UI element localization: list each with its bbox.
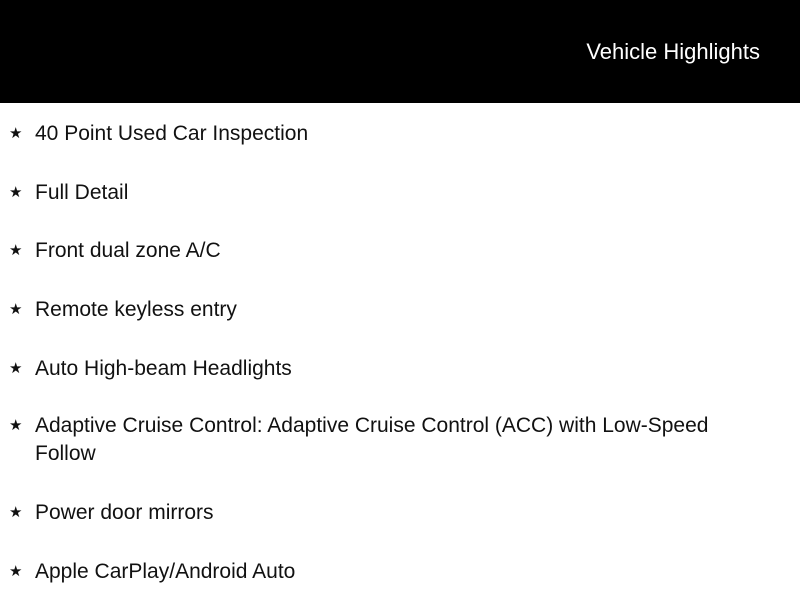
highlights-header bbox=[0, 0, 800, 103]
highlight-label: Front dual zone A/C bbox=[35, 239, 221, 262]
highlight-label: Full Detail bbox=[35, 181, 129, 204]
star-icon: ★ bbox=[9, 562, 23, 580]
star-icon: ★ bbox=[9, 359, 23, 377]
highlight-label: Auto High-beam Headlights bbox=[35, 357, 292, 380]
star-icon: ★ bbox=[9, 503, 23, 521]
star-icon: ★ bbox=[9, 300, 23, 318]
highlight-label: Power door mirrors bbox=[35, 501, 214, 524]
star-icon: ★ bbox=[9, 183, 23, 201]
highlight-label: Adaptive Cruise Control: Adaptive Cruise Control (ACC) with Low-Speed Follow bbox=[35, 414, 709, 465]
highlight-label: Remote keyless entry bbox=[35, 298, 237, 321]
page-title: Vehicle Highlights bbox=[586, 39, 760, 64]
highlight-label: Apple CarPlay/Android Auto bbox=[35, 560, 296, 583]
highlight-label: 40 Point Used Car Inspection bbox=[35, 122, 309, 145]
star-icon: ★ bbox=[9, 241, 23, 259]
star-icon: ★ bbox=[9, 416, 23, 434]
star-icon: ★ bbox=[9, 124, 23, 142]
